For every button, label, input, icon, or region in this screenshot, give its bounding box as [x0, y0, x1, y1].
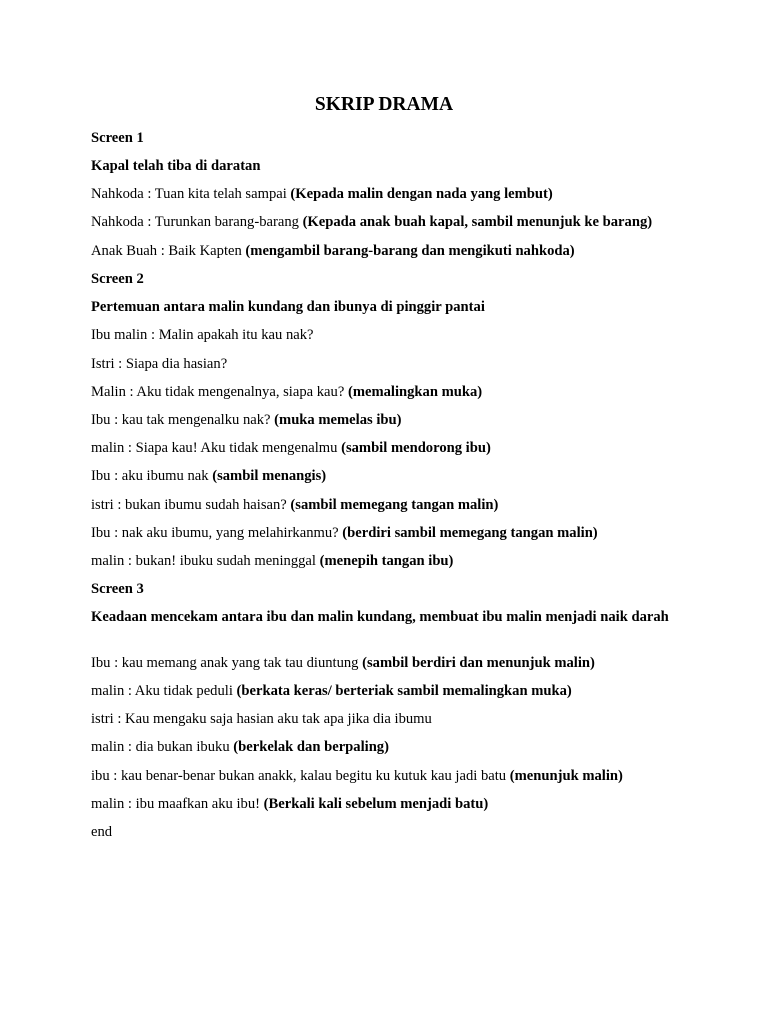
dialogue-line	[91, 552, 681, 570]
dialogue-line	[91, 326, 681, 344]
line-bold: (memalingkan muka)	[347, 384, 483, 400]
line-bold: (sambil menangis)	[212, 468, 327, 484]
line-plain: Ibu : kau memang anak yang tak tau diuntung	[91, 655, 363, 671]
dialogue-line	[91, 213, 681, 231]
dialogue-line	[91, 738, 681, 756]
line-bold: (muka memelas ibu)	[274, 412, 402, 428]
line-bold: (Kepada anak buah kapal, sambil menunjuk ke barang)	[302, 214, 653, 230]
dialogue-line	[91, 767, 681, 785]
dialogue-line	[91, 654, 681, 672]
line-plain: malin : dia bukan ibuku	[91, 739, 234, 755]
dialogue-line	[91, 439, 681, 457]
dialogue-line	[91, 710, 681, 728]
dialogue-line	[91, 496, 681, 514]
dialogue-line	[91, 682, 681, 700]
line-plain: malin : Siapa kau! Aku tidak mengenalmu	[91, 440, 342, 456]
dialogue-line	[91, 411, 681, 429]
line-bold: (Berkali kali sebelum menjadi batu)	[263, 796, 489, 812]
line-plain: istri : bukan ibumu sudah haisan?	[91, 497, 291, 513]
line-plain: ibu : kau benar-benar bukan anakk, kalau begitu ku kutuk kau jadi batu	[91, 768, 510, 784]
line-bold: (menunjuk malin)	[509, 768, 623, 784]
line-bold: Pertemuan antara malin kundang dan ibunya di pinggir pantai	[91, 299, 485, 315]
dialogue-line	[91, 524, 681, 542]
scene-heading-1	[91, 129, 681, 147]
line-plain: end	[91, 824, 113, 840]
dialogue-line	[91, 467, 681, 485]
dialogue-line	[91, 242, 681, 260]
line-plain: Nahkoda : Tuan kita telah sampai	[91, 186, 291, 202]
line-bold: (mengambil barang-barang dan mengikuti nahkoda)	[245, 243, 575, 259]
scene-heading-2	[91, 270, 681, 288]
line-bold: Screen 1	[91, 130, 144, 146]
line-plain: Malin : Aku tidak mengenalnya, siapa kau?	[91, 384, 348, 400]
line-bold: (Kepada malin dengan nada yang lembut)	[290, 186, 553, 202]
dialogue-line	[91, 355, 681, 373]
line-plain: malin : ibu maafkan aku ibu!	[91, 796, 264, 812]
scene-description-3	[91, 608, 681, 626]
line-plain: Ibu : aku ibumu nak	[91, 468, 213, 484]
line-plain: Ibu : kau tak mengenalku nak?	[91, 412, 275, 428]
line-bold: (berdiri sambil memegang tangan malin)	[342, 525, 598, 541]
line-plain: Ibu : nak aku ibumu, yang melahirkanmu?	[91, 525, 343, 541]
line-bold: Kapal telah tiba di daratan	[91, 158, 261, 174]
document-title: SKRIP DRAMA	[314, 94, 454, 115]
line-bold: Screen 2	[91, 271, 144, 287]
line-bold: (sambil berdiri dan menunjuk malin)	[362, 655, 595, 671]
dialogue-line	[91, 795, 681, 813]
line-bold: (sambil memegang tangan malin)	[290, 497, 499, 513]
line-bold: (berkelak dan berpaling)	[233, 739, 389, 755]
line-bold: (berkata keras/ berteriak sambil memalingkan muka)	[236, 683, 572, 699]
line-plain: Ibu malin : Malin apakah itu kau nak?	[91, 327, 314, 343]
scene-description-1	[91, 157, 681, 175]
line-plain: malin : Aku tidak peduli	[91, 683, 237, 699]
line-bold: (sambil mendorong ibu)	[341, 440, 491, 456]
scene-heading-3	[91, 580, 681, 598]
dialogue-line	[91, 383, 681, 401]
line-bold: Screen 3	[91, 581, 144, 597]
line-plain: malin : bukan! ibuku sudah meninggal	[91, 553, 320, 569]
scene-description-2	[91, 298, 681, 316]
line-bold: Keadaan mencekam antara ibu dan malin kundang, membuat ibu malin menjadi naik darah	[91, 609, 669, 625]
line-plain: Nahkoda : Turunkan barang-barang	[91, 214, 303, 230]
end-marker	[91, 823, 681, 841]
line-plain: Istri : Siapa dia hasian?	[91, 356, 228, 372]
line-bold: (menepih tangan ibu)	[319, 553, 454, 569]
dialogue-line	[91, 185, 681, 203]
line-plain: istri : Kau mengaku saja hasian aku tak apa jika dia ibumu	[91, 711, 432, 727]
line-plain: Anak Buah : Baik Kapten	[91, 243, 246, 259]
